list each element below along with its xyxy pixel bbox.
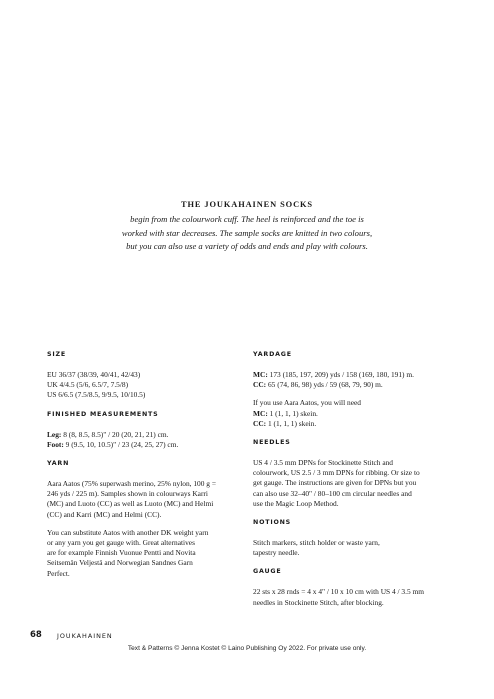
size-section <box>47 351 237 401</box>
gauge-paragraph <box>253 587 453 607</box>
needles-line: US 4 / 3.5 mm DPNs for Stockinette Stitch and <box>253 458 394 468</box>
needles-line: colourwork, US 2.5 / 3 mm DPNs for ribbing. Or size to <box>253 468 420 478</box>
mc-label: MC: <box>253 370 268 379</box>
left-column <box>47 351 237 589</box>
yarn-line: Aara Aatos (75% superwash merino, 25% nylon, 100 g = <box>47 479 216 489</box>
yarn-line: or any yarn you get gauge with. Great alternatives <box>47 538 195 548</box>
yarn-line: (CC) and Karri (MC) and Helmi (CC). <box>47 509 162 519</box>
yarn-section <box>47 460 237 579</box>
aatos-cc <box>253 419 453 429</box>
leg-label: Leg: <box>47 429 62 439</box>
mc-value: 173 (185, 197, 209) yds / 158 (169, 180, 191) m. <box>267 370 414 379</box>
yardage-list <box>253 370 453 390</box>
notions-line: tapestry needle. <box>253 548 300 558</box>
needles-heading: NEEDLES <box>253 439 291 447</box>
aatos-intro: If you use Aara Aatos, you will need <box>253 398 361 408</box>
yarn-heading: YARN <box>47 460 70 468</box>
right-column <box>253 351 453 618</box>
measurements-heading: FINISHED MEASUREMENTS <box>47 410 159 418</box>
cc-label: CC: <box>253 380 267 390</box>
intro-line: worked with star decreases. The sample socks are knitted in two colours, <box>121 227 373 238</box>
pattern-intro <box>70 200 424 254</box>
copyright-notice: Text & Patterns © Jenna Kostet © Laino Publishing Oy 2022. For private use only. <box>127 645 367 652</box>
pattern-title: THE JOUKAHAINEN SOCKS <box>181 200 313 209</box>
needles-paragraph <box>253 458 453 509</box>
aatos-cc-value: 1 (1, 1, 1) skein. <box>266 418 317 428</box>
yarn-line: Perfect. <box>47 568 70 578</box>
running-title: JOUKAHAINEN <box>57 632 113 640</box>
yarn-line: (MC) and Luoto (CC) as well as Luoto (MC) and Helmi <box>47 499 214 509</box>
leg-measurement <box>47 430 237 440</box>
needles-line: use the Magic Loop Method. <box>253 498 339 508</box>
yarn-line: Seitsemän Veljestä and Norwegian Sandnes Garn <box>47 558 193 568</box>
size-uk: UK 4/4.5 (5/6, 6.5/7, 7.5/8) <box>47 380 129 390</box>
needles-line: can also use 32–40" / 80–100 cm circular needles and <box>253 488 412 498</box>
page-number: 68 <box>30 630 42 640</box>
gauge-line: needles in Stockinette Stitch, after blocking. <box>253 597 384 607</box>
gauge-line: 22 sts x 28 rnds = 4 x 4" / 10 x 10 cm with US 4 / 3.5 mm <box>253 587 425 597</box>
yardage-cc <box>253 380 453 390</box>
intro-line: but you can also use a variety of odds and ends and play with colours. <box>126 241 368 251</box>
gauge-section <box>253 568 453 607</box>
notions-section <box>253 519 453 558</box>
foot-value: 9 (9.5, 10, 10.5)" / 23 (24, 25, 27) cm. <box>63 439 179 449</box>
needles-line: get gauge. The instructions are given for DPNs but you <box>253 478 417 488</box>
size-us: US 6/6.5 (7.5/8.5, 9/9.5, 10/10.5) <box>47 390 146 400</box>
notions-heading: NOTIONS <box>253 519 292 527</box>
size-eu: EU 36/37 (38/39, 40/41, 42/43) <box>47 370 141 379</box>
yarn-line: 246 yds / 225 m). Samples shown in colourways Karri <box>47 489 208 499</box>
yardage-mc <box>253 370 453 380</box>
needles-section <box>253 439 453 509</box>
intro-line: begin from the colourwork cuff. The heel is reinforced and the toe is <box>130 214 364 224</box>
yarn-paragraph <box>47 479 237 520</box>
gauge-heading: GAUGE <box>253 568 282 576</box>
notions-paragraph <box>253 538 453 558</box>
yarn-line: are for example Finnish Vuonue Pentti and Novita <box>47 548 196 558</box>
measurements-list <box>47 430 237 450</box>
yardage-heading: YARDAGE <box>253 351 292 358</box>
aatos-mc-value: 1 (1, 1, 1) skein. <box>267 408 318 418</box>
yarn-substitute-paragraph <box>47 528 237 579</box>
aatos-mc <box>253 409 453 419</box>
aatos-mc-label: MC: <box>253 408 268 418</box>
yarn-line: You can substitute Aatos with another DK weight yarn <box>47 527 209 537</box>
leg-value: 8 (8, 8.5, 8.5)" / 20 (20, 21, 21) cm. <box>61 429 169 439</box>
notions-line: Stitch markers, stitch holder or waste yarn, <box>253 538 380 548</box>
size-heading: SIZE <box>47 351 66 358</box>
yardage-section <box>253 351 453 429</box>
size-list <box>47 370 237 401</box>
aatos-cc-label: CC: <box>253 418 267 428</box>
measurements-section <box>47 411 237 450</box>
foot-label: Foot: <box>47 439 64 449</box>
yardage-aatos <box>253 398 453 429</box>
foot-measurement <box>47 440 237 450</box>
cc-value: 65 (74, 86, 98) yds / 59 (68, 79, 90) m. <box>266 380 383 390</box>
